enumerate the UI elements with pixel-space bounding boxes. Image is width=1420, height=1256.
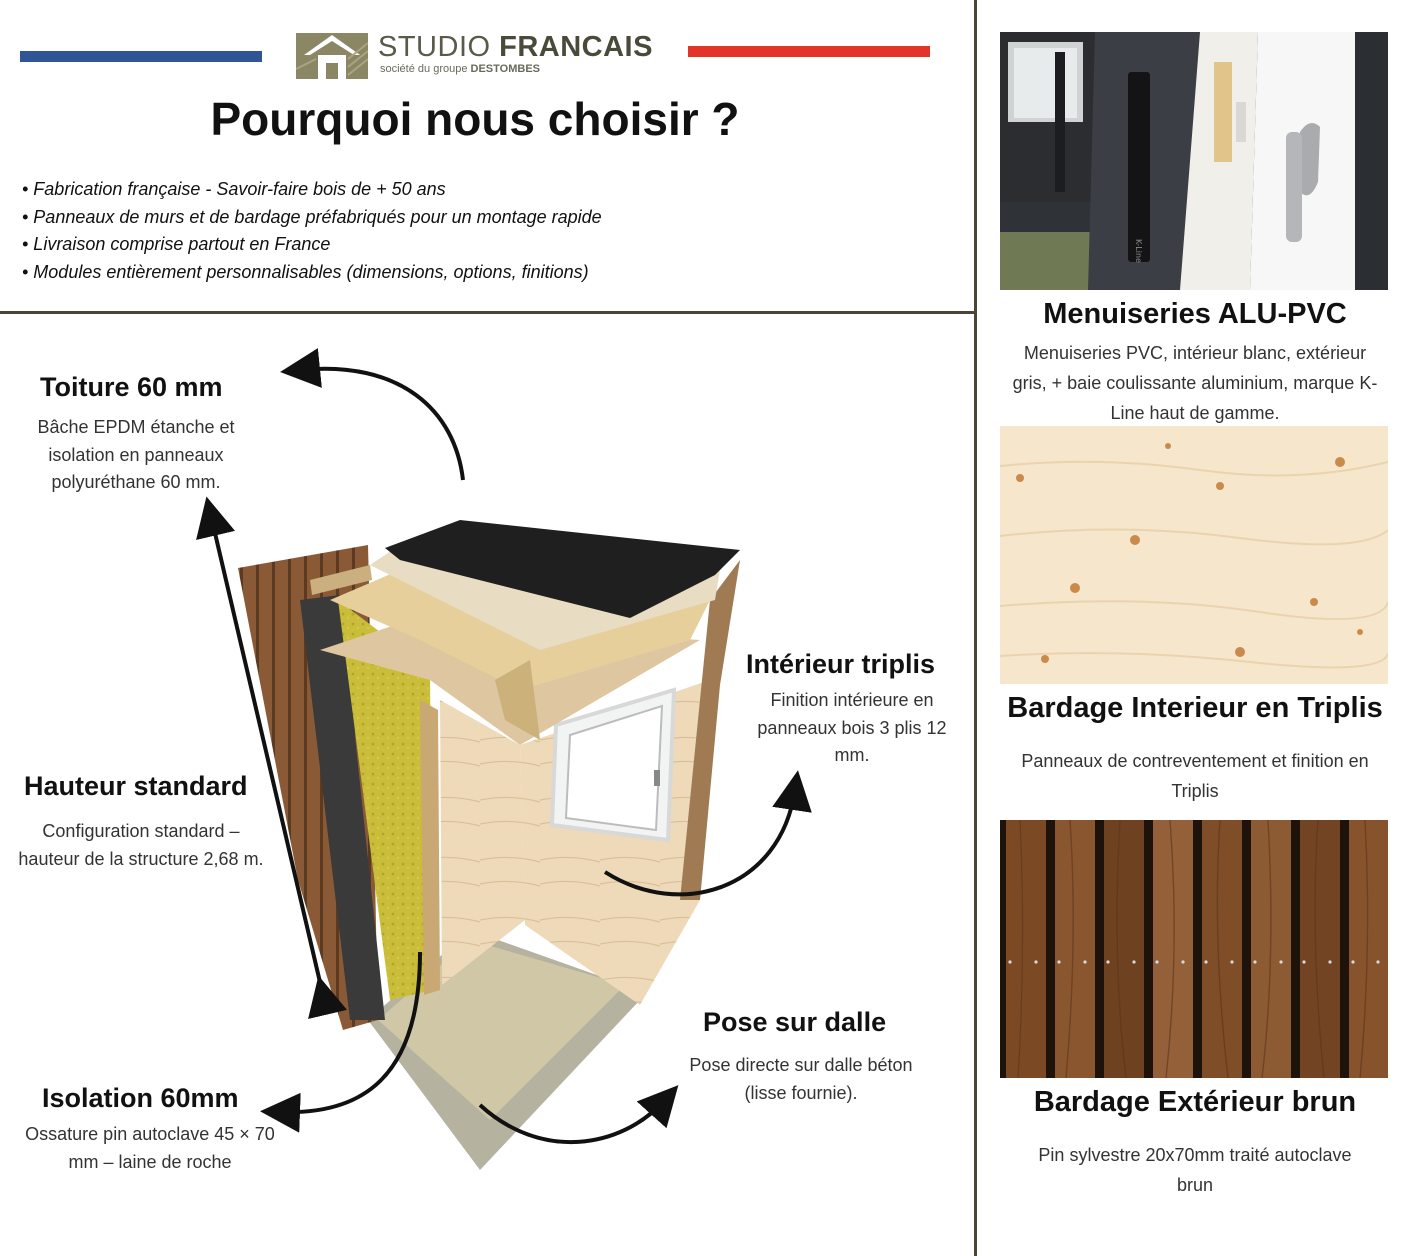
menuiseries-text: Menuiseries PVC, intérieur blanc, extérieur gris, + baie coulissante aluminium, marque K-Line haut de gamme. [1012, 343, 1378, 423]
toiture-text: Bâche EPDM étanche et isolation en panneaux polyuréthane 60 mm. [37, 417, 235, 492]
interieur-text: Finition intérieure en panneaux bois 3 plis 12 mm. [757, 690, 947, 765]
hauteur-text: Configuration standard – hauteur de la structure 2,68 m. [18, 821, 264, 869]
exterieur-title: Bardage Extérieur brun [1033, 1086, 1357, 1118]
toiture-title: Toiture 60 mm [40, 372, 223, 402]
isolation-text: Ossature pin autoclave 45 × 70 mm – laine de roche [25, 1124, 275, 1172]
flag-red-stripe [688, 46, 930, 57]
list-item: • Panneaux de murs et de bardage préfabriqués pour un montage rapide [22, 206, 602, 227]
door-handle-icon [1128, 72, 1150, 262]
triplis-photo [1000, 426, 1388, 684]
interior-triplis-wall-left [440, 700, 525, 985]
list-item: • Fabrication française - Savoir-faire bois de + 50 ans [22, 179, 446, 199]
page-title: Pourquoi nous choisir ? [210, 93, 740, 145]
benefits-list [22, 176, 952, 286]
vertical-divider [974, 0, 977, 1256]
house-logo-icon [296, 29, 368, 81]
isolation-title: Isolation 60mm [42, 1083, 239, 1113]
exterieur-cladding-photo [1000, 820, 1388, 1078]
list-item: • Modules entièrement personnalisables (dimensions, options, finitions) [22, 261, 589, 282]
menuiseries-photo [1000, 32, 1388, 290]
window-handle-icon [654, 770, 660, 786]
list-item: • Livraison comprise partout en France [22, 234, 331, 254]
pose-text: Pose directe sur dalle béton (lisse fournie). [689, 1055, 913, 1103]
pose-title: Pose sur dalle [703, 1007, 887, 1037]
menuiseries-title: Menuiseries ALU-PVC [1043, 298, 1347, 330]
exterieur-text: Pin sylvestre 20x70mm traité autoclave brun [1038, 1145, 1352, 1195]
toiture-arrow [300, 369, 463, 480]
hauteur-title: Hauteur standard [24, 771, 248, 801]
triplis-text: Panneaux de contreventement et finition en Triplis [1021, 751, 1369, 801]
triplis-title: Bardage Interieur en Triplis [1007, 692, 1383, 724]
logo-subtitle: société du groupe DESTOMBES [380, 63, 540, 75]
flag-blue-stripe [20, 51, 262, 62]
interieur-title: Intérieur triplis [746, 649, 936, 679]
horizontal-divider [0, 311, 976, 314]
studio-francais-logo [296, 29, 666, 83]
logo-brand-name: STUDIO FRANCAIS [378, 31, 653, 63]
svg-text:K-Line: K-Line [1134, 239, 1143, 263]
